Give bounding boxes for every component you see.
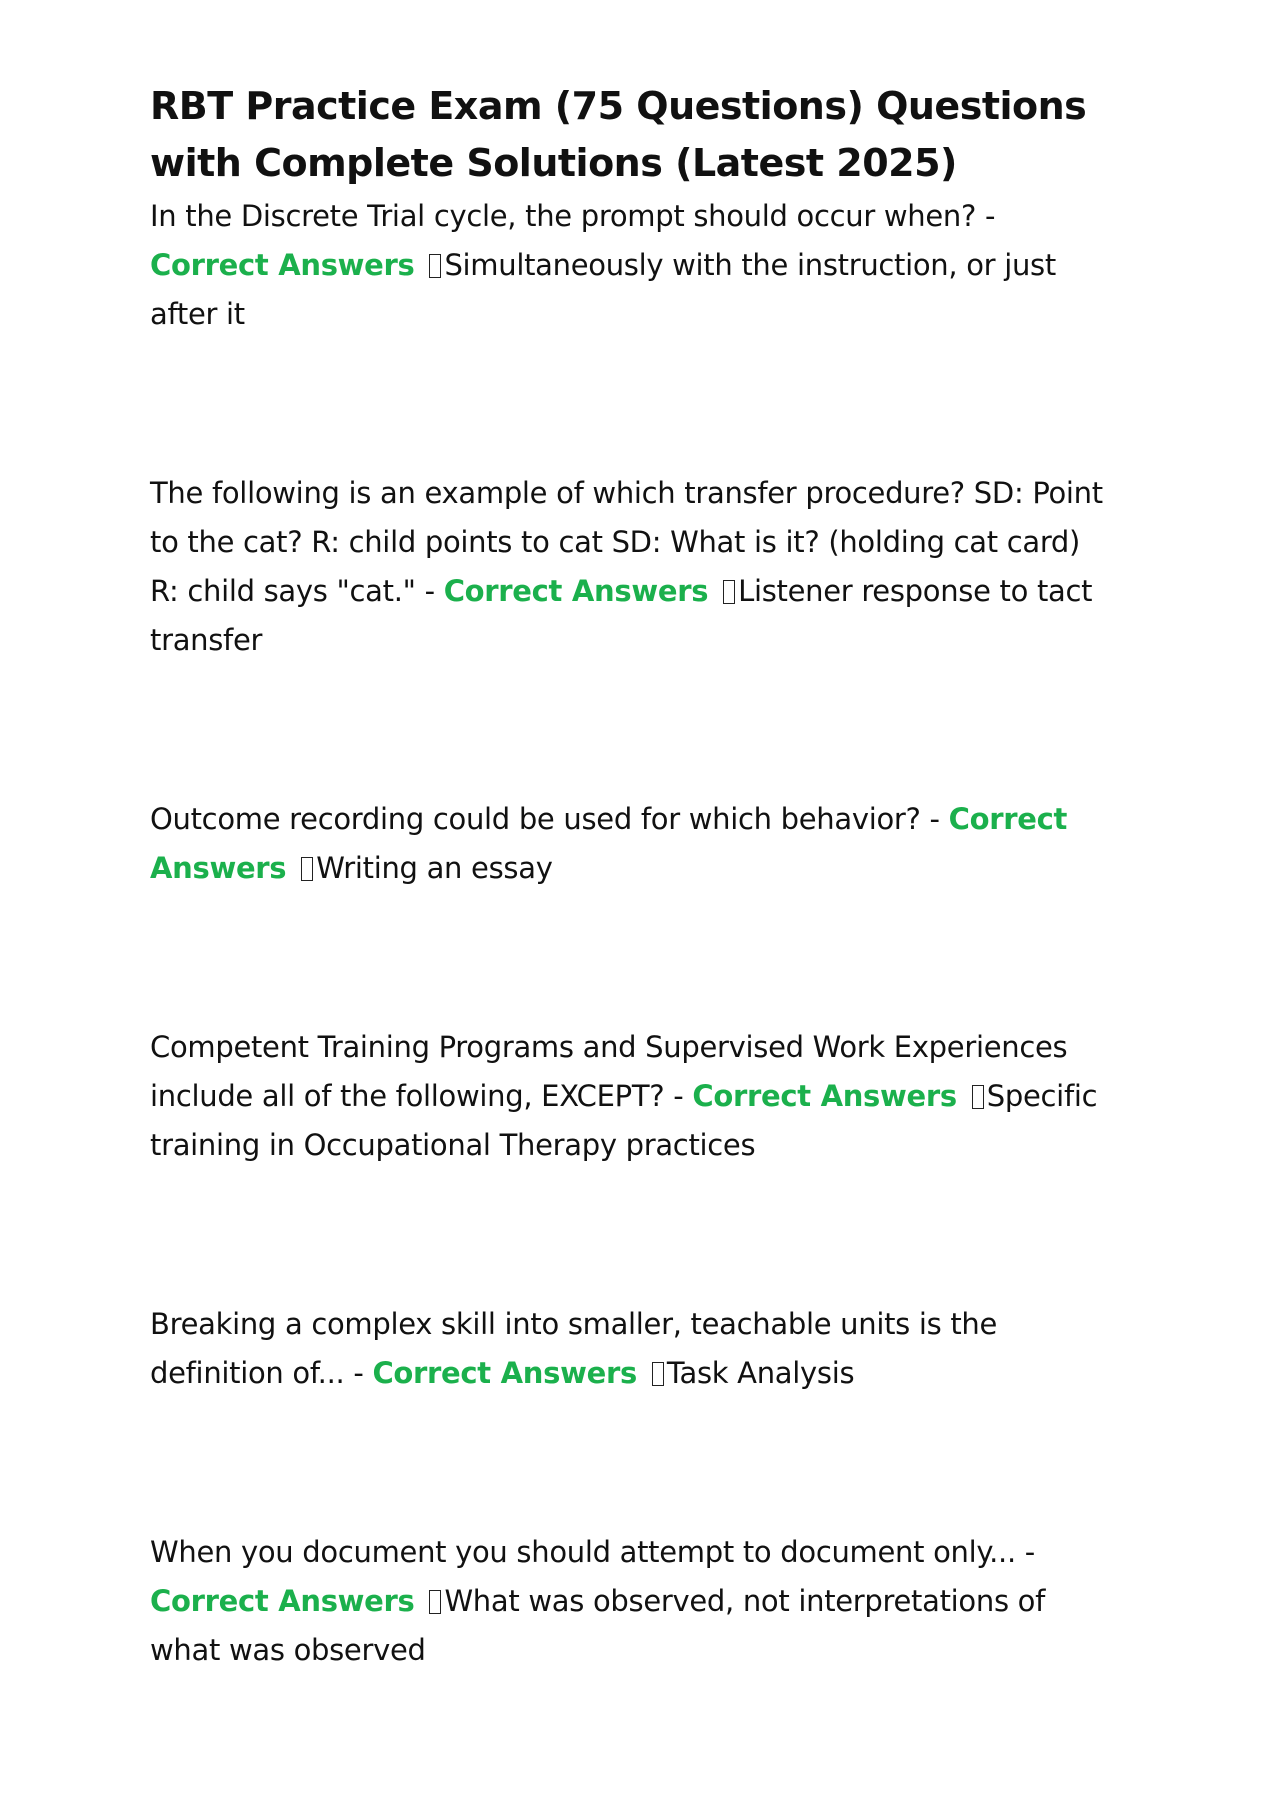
correct-answers-label: Correct Answers [150,802,1068,885]
qa-item [150,469,1115,665]
separator: - [976,199,996,233]
missing-glyph-icon [429,1590,441,1614]
missing-glyph-icon [652,1362,664,1386]
correct-answers-label: Correct Answers [150,248,415,282]
answer-text: Listener response to tact transfer [150,574,1093,657]
correct-answers-label: Correct Answers [372,1356,637,1390]
missing-glyph-icon [723,580,735,604]
correct-answers-label: Correct Answers [443,574,709,608]
answer-text: What was observed, not interpretations of what was observed [150,1584,1046,1667]
question-text: Breaking a complex skill into smaller, teachable units is the definition of... [150,1307,998,1390]
answer-text: Writing an essay [316,851,553,885]
question-text: Outcome recording could be used for which behavior? [150,802,921,836]
qa-item [150,1300,1115,1398]
qa-list [150,192,1115,1675]
qa-item [150,1528,1115,1675]
missing-glyph-icon [972,1085,984,1109]
question-text: When you document you should attempt to document only... [150,1535,1016,1569]
separator: - [920,802,949,836]
qa-item [150,192,1115,339]
correct-answers-label: Correct Answers [692,1079,957,1113]
question-text: The following is an example of which transfer procedure? SD: Point to the cat? R: child points to cat SD: What is it? (holding cat card) R: child says "cat." [150,476,1103,608]
answer-text: Simultaneously with the instruction, or just after it [150,248,1056,331]
question-text: In the Discrete Trial cycle, the prompt should occur when? [150,199,977,233]
missing-glyph-icon [429,254,441,278]
qa-item [150,1023,1115,1170]
question-text: Competent Training Programs and Supervised Work Experiences include all of the following, EXCEPT? [150,1030,1068,1113]
correct-answers-label: Correct Answers [150,1584,415,1618]
separator: - [415,574,444,608]
missing-glyph-icon [301,857,313,881]
separator: - [1015,1535,1035,1569]
qa-item [150,795,1115,893]
answer-text: Specific training in Occupational Therapy practices [150,1079,1098,1162]
separator: - [664,1079,693,1113]
answer-text: Task Analysis [666,1356,855,1390]
document-title: RBT Practice Exam (75 Questions) Questions with Complete Solutions (Latest 2025) [150,84,1087,185]
document-page [150,78,1115,1805]
separator: - [344,1356,373,1390]
